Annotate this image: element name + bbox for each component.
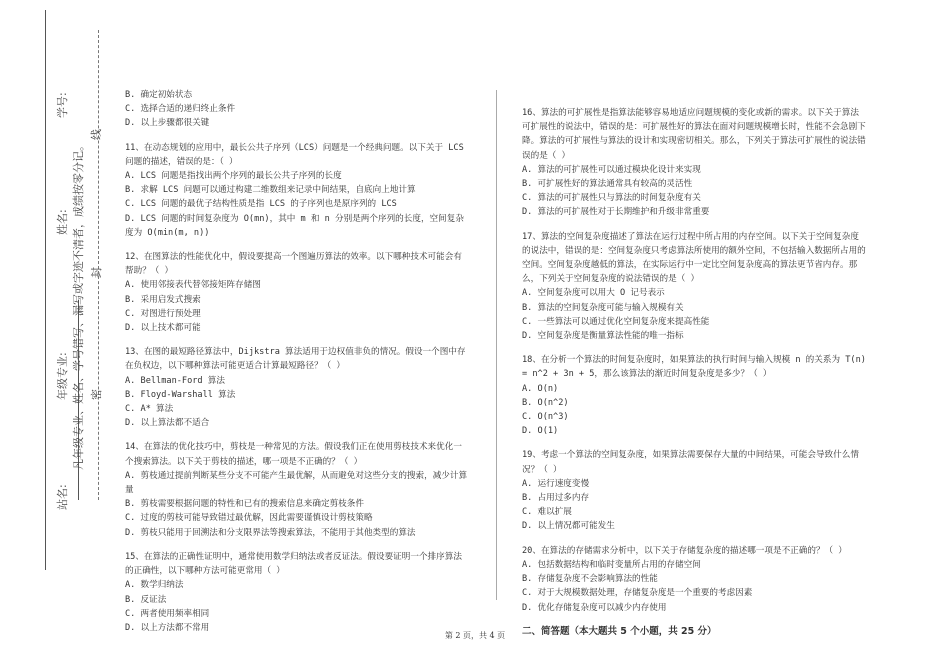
school-label: 站名: <box>56 484 69 510</box>
section-title: 二、简答题（本大题共 5 个小题，共 25 分） <box>522 625 717 637</box>
question-12 <box>125 250 470 335</box>
option-d: D. 剪枝只能用于回溯法和分支限界法等搜索算法，不能用于其他类型的算法 <box>125 527 416 538</box>
option-b: B. 占用过多内存 <box>522 493 590 504</box>
option-b: B. 算法的空间复杂度可能与输入规模有关 <box>522 302 684 313</box>
question-stem: 12、在图算法的性能优化中，假设要提高一个图遍历算法的效率。以下哪种技术可能会有帮助？（ ） <box>125 252 462 277</box>
option-a: A. 运行速度变慢 <box>522 478 590 489</box>
option-d: D. 优化存储复杂度可以减少内存使用 <box>522 602 667 613</box>
option-c: C. 对于大规模数据处理，存储复杂度是一个重要的考虑因素 <box>522 588 753 599</box>
question-11 <box>125 141 470 240</box>
option-b: B. 求解 LCS 问题可以通过构建二维数组来记录中间结果，自底向上地计算 <box>125 185 416 196</box>
option-b: B. O(n^2) <box>522 397 569 408</box>
binding-line <box>45 10 46 570</box>
binding-warning: 凡年级专业、姓名、学号错写、漏写或字迹不清者，成绩按零分记。 <box>72 140 85 470</box>
class-label: 年级专业: <box>56 352 69 400</box>
question-15 <box>125 550 470 635</box>
option-c: C. A* 算法 <box>125 404 174 415</box>
option-d: D. 空间复杂度是衡量算法性能的唯一指标 <box>522 331 684 342</box>
option-c: C. 难以扩展 <box>522 507 572 518</box>
student-id-label: 学号: <box>56 92 69 118</box>
option-b: B. 存储复杂度不会影响算法的性能 <box>522 574 658 585</box>
option-d: D. 以上步骤都很关键 <box>125 118 210 129</box>
option-c: C. 算法的可扩展性只与算法的时间复杂度有关 <box>522 193 701 204</box>
column-divider <box>496 90 497 600</box>
option-c: C. 对图进行预处理 <box>125 308 201 319</box>
question-stem: 20、在算法的存储需求分析中，以下关于存储复杂度的描述哪一项是不正确的？（ ） <box>522 545 847 556</box>
question-stem: 18、在分析一个算法的时间复杂度时，如果算法的执行时间与输入规模 n 的关系为 T(n) = n^2 + 3n + 5，那么该算法的渐近时间复杂度是多少？（ ） <box>522 355 866 380</box>
option-c: C. 过度的剪枝可能导致错过最优解，因此需要谨慎设计剪枝策略 <box>125 513 373 524</box>
option-d: D. 以上技术都可能 <box>125 323 201 334</box>
name-label: 姓名: <box>56 209 69 235</box>
question-stem: 15、在算法的正确性证明中，通常使用数学归纳法或者反证法。假设要证明一个排序算法的正确性，以下哪种方法可能更常用（ ） <box>125 551 462 577</box>
option-d: D. 以上算法都不适合 <box>125 418 210 429</box>
option-a: A. 使用邻接表代替邻接矩阵存储图 <box>125 280 261 291</box>
option-b: B. 采用启发式搜索 <box>125 294 201 305</box>
question-stem: 19、考虑一个算法的空间复杂度，如果算法需要保存大量的中间结果，可能会导致什么情况？（ ） <box>522 450 859 475</box>
option-d: D. O(1) <box>522 426 559 437</box>
option-b: B. Floyd-Warshall 算法 <box>125 389 236 400</box>
question-13 <box>125 345 470 430</box>
option-a: A. 包括数据结构和临时变量所占用的存储空间 <box>522 559 701 570</box>
option-a: A. Bellman-Ford 算法 <box>125 375 225 386</box>
question-stem: 17、算法的空间复杂度描述了算法在运行过程中所占用的内存空间。以下关于空间复杂度的说法中，错误的是：空间复杂度只考虑算法所使用的额外空间，不包括输入数据所占用的空间。空间复杂度越低的算法，在实际运行中一定比空间复杂度高的算法更节省内存。那么，下列关于空间复杂度的说法错误的是（ ） <box>522 231 866 285</box>
option-c: C. 两者使用频率相同 <box>125 608 210 619</box>
question-stem: 16、算法的可扩展性是指算法能够容易地适应问题规模的变化或新的需求。以下关于算法可扩展性的说法中，错误的是：可扩展性好的算法在面对问题规模增长时，性能不会急剧下降。算法的可扩展性与算法的设计和实现密切相关。那么，下列关于算法可扩展性的说法错误的是（ ） <box>522 108 866 161</box>
question-14 <box>125 440 470 539</box>
cut-line <box>98 30 99 500</box>
question-16 <box>522 106 867 220</box>
seal-mark-feng: 封 <box>90 267 103 278</box>
left-column <box>125 88 470 645</box>
option-d: D. 以上方法都不常用 <box>125 622 210 633</box>
option-c: C. 选择合适的递归终止条件 <box>125 104 236 115</box>
question-stem: 14、在算法的优化技巧中，剪枝是一种常见的方法。假设我们正在使用剪枝技术来优化一个搜索算法。以下关于剪枝的描述，哪一项是不正确的？（ ） <box>125 442 462 467</box>
option-b: B. 剪枝需要根据问题的特性和已有的搜索信息来确定剪枝条件 <box>125 499 364 510</box>
option-c: C. LCS 问题的最优子结构性质是指 LCS 的子序列也是原序列的 LCS <box>125 199 397 210</box>
option-c: C. 一些算法可以通过优化空间复杂度来提高性能 <box>522 316 710 327</box>
option-b: B. 可扩展性好的算法通常具有较高的灵活性 <box>522 179 693 190</box>
option-d: D. 算法的可扩展性对于长期维护和升级非常重要 <box>522 207 710 218</box>
question-17 <box>522 230 867 344</box>
option-a: A. 空间复杂度可以用大 O 记号表示 <box>522 288 665 299</box>
option-c: C. O(n^3) <box>522 412 569 423</box>
option-a: A. 剪枝通过提前判断某些分支不可能产生最优解，从而避免对这些分支的搜索，减少计算量 <box>125 470 468 496</box>
option-d: D. 以上情况都可能发生 <box>522 521 615 532</box>
option-a: A. 数学归纳法 <box>125 580 184 591</box>
option-b: B. 确定初始状态 <box>125 90 193 100</box>
right-column <box>522 106 867 639</box>
option-a: A. LCS 问题是指找出两个序列的最长公共子序列的长度 <box>125 171 342 182</box>
question-stem: 13、在图的最短路径算法中，Dijkstra 算法适用于边权值非负的情况。假设一个图中存在负权边，以下哪种算法可能更适合计算最短路径？（ ） <box>125 347 466 372</box>
page-footer: 第 2 页，共 4 页 <box>444 631 506 640</box>
question-10-partial <box>125 88 470 131</box>
seal-mark-mi: 密 <box>90 389 103 400</box>
option-b: B. 反证法 <box>125 594 167 605</box>
question-20 <box>522 544 867 615</box>
seal-mark-xian: 线 <box>90 129 103 140</box>
question-19 <box>522 448 867 533</box>
binding-margin <box>0 0 110 672</box>
question-stem: 11、在动态规划的应用中，最长公共子序列（LCS）问题是一个经典问题。以下关于 LCS 问题的描述，错误的是：（ ） <box>125 142 464 167</box>
question-18 <box>522 353 867 438</box>
option-a: A. 算法的可扩展性可以通过模块化设计来实现 <box>522 164 701 175</box>
option-a: A. O(n) <box>522 383 559 394</box>
option-d: D. LCS 问题的时间复杂度为 O(mn)，其中 m 和 n 分别是两个序列的长度，空间复杂度为 O(min(m, n)) <box>125 213 464 238</box>
